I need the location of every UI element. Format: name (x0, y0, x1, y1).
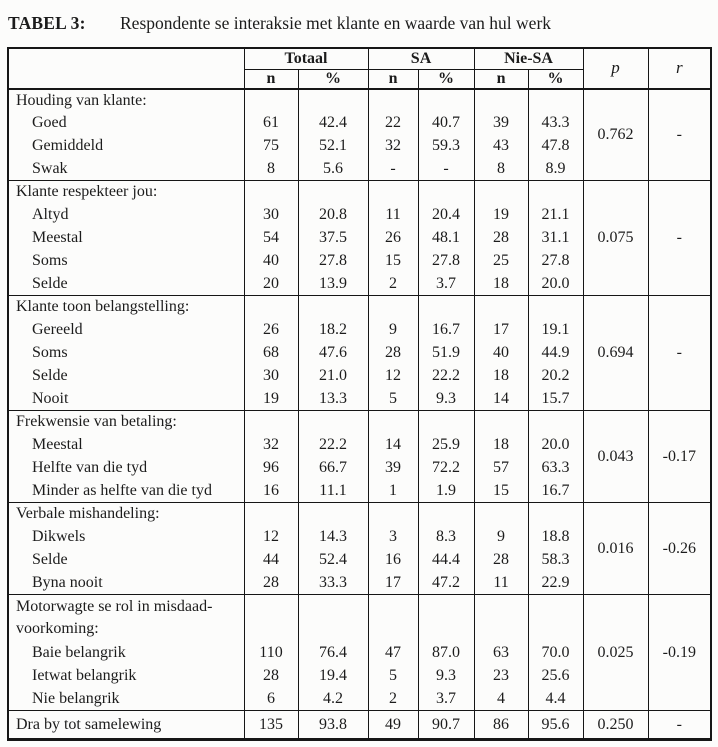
empty-cell (474, 181, 528, 204)
value-cell: 18.8 (528, 526, 583, 549)
value-cell: 44.9 (528, 342, 583, 365)
value-cell: 27.8 (298, 250, 368, 273)
value-cell: 5 (368, 665, 418, 688)
value-cell: 87.0 (418, 642, 474, 665)
empty-cell (474, 411, 528, 434)
value-cell: 1.9 (418, 480, 474, 503)
section-header-line: Frekwensie van betaling: (16, 413, 177, 431)
section-header (8, 595, 244, 642)
r-value: -0.26 (648, 503, 711, 595)
empty-cell (298, 411, 368, 434)
value-cell: 22.2 (298, 434, 368, 457)
value-cell: 14 (474, 388, 528, 411)
value-cell: 20.0 (528, 273, 583, 296)
section-header-row (8, 411, 711, 434)
value-cell: 26 (244, 319, 298, 342)
value-cell: 47 (368, 642, 418, 665)
r-value: - (648, 181, 711, 296)
value-cell: 16.7 (418, 319, 474, 342)
row-label: Selde (8, 273, 244, 296)
value-cell: 3.7 (418, 688, 474, 711)
p-value: 0.025 (583, 595, 648, 711)
value-cell: 20.4 (418, 204, 474, 227)
group-header-totaal: Totaal (244, 48, 368, 69)
value-cell: 9.3 (418, 388, 474, 411)
value-cell: - (368, 158, 418, 181)
section-header (8, 503, 244, 526)
empty-cell (418, 503, 474, 526)
value-cell: 15 (368, 250, 418, 273)
section-header-line: Motorwagte se rol in misdaad- (16, 598, 213, 616)
section-header-row (8, 181, 711, 204)
empty-cell (474, 89, 528, 112)
value-cell: 43.3 (528, 112, 583, 135)
r-value: -0.19 (648, 595, 711, 711)
section-header-line: Klante toon belangstelling: (16, 298, 190, 316)
value-cell: 43 (474, 135, 528, 158)
value-cell: 16 (368, 549, 418, 572)
value-cell: 70.0 (528, 642, 583, 665)
r-value: - (648, 711, 711, 740)
section-header-line: Verbale mishandeling: (16, 505, 160, 523)
value-cell: 20.8 (298, 204, 368, 227)
section-header (8, 89, 244, 112)
r-value: - (648, 296, 711, 411)
value-cell: 11 (368, 204, 418, 227)
value-cell: 61 (244, 112, 298, 135)
subheader-0: n (244, 69, 298, 89)
value-cell: 2 (368, 688, 418, 711)
value-cell: 110 (244, 642, 298, 665)
section-header-row (8, 296, 711, 319)
empty-cell (368, 296, 418, 319)
empty-cell (418, 411, 474, 434)
empty-cell (298, 181, 368, 204)
empty-cell (368, 181, 418, 204)
value-cell: - (418, 158, 474, 181)
value-cell: 26 (368, 227, 418, 250)
value-cell: 49 (368, 711, 418, 740)
value-cell: 9.3 (418, 665, 474, 688)
empty-cell (418, 595, 474, 642)
value-cell: 40.7 (418, 112, 474, 135)
value-cell: 63 (474, 642, 528, 665)
group-header-sa: SA (368, 48, 474, 69)
value-cell: 1 (368, 480, 418, 503)
p-value: 0.016 (583, 503, 648, 595)
value-cell: 21.1 (528, 204, 583, 227)
empty-cell (528, 503, 583, 526)
empty-cell (368, 503, 418, 526)
empty-cell (368, 411, 418, 434)
value-cell: 8 (244, 158, 298, 181)
value-cell: 9 (474, 526, 528, 549)
value-cell: 6 (244, 688, 298, 711)
value-cell: 3.7 (418, 273, 474, 296)
section-header-line: Klante respekteer jou: (16, 183, 158, 201)
row-label: Byna nooit (8, 572, 244, 595)
empty-cell (368, 89, 418, 112)
value-cell: 47.8 (528, 135, 583, 158)
value-cell: 75 (244, 135, 298, 158)
value-cell: 17 (368, 572, 418, 595)
value-cell: 27.8 (418, 250, 474, 273)
value-cell: 12 (368, 365, 418, 388)
row-label: Soms (8, 250, 244, 273)
value-cell: 2 (368, 273, 418, 296)
value-cell: 93.8 (298, 711, 368, 740)
value-cell: 19 (244, 388, 298, 411)
empty-cell (528, 595, 583, 642)
value-cell: 44.4 (418, 549, 474, 572)
value-cell: 17 (474, 319, 528, 342)
row-label: Dra by tot samelewing (8, 711, 244, 740)
value-cell: 25 (474, 250, 528, 273)
table-caption-text: Respondente se interaksie met klante en waarde van hul werk (120, 13, 552, 33)
stat-column-header-p: p (583, 48, 648, 89)
value-cell: 19.4 (298, 665, 368, 688)
empty-cell (528, 89, 583, 112)
value-cell: 9 (368, 319, 418, 342)
empty-cell (244, 503, 298, 526)
value-cell: 52.1 (298, 135, 368, 158)
row-label: Dikwels (8, 526, 244, 549)
value-cell: 20.2 (528, 365, 583, 388)
value-cell: 52.4 (298, 549, 368, 572)
subheader-2: n (368, 69, 418, 89)
row-label: Ietwat belangrik (8, 665, 244, 688)
row-label: Selde (8, 549, 244, 572)
empty-cell (474, 503, 528, 526)
table-row (8, 711, 711, 740)
value-cell: 13.9 (298, 273, 368, 296)
value-cell: 72.2 (418, 457, 474, 480)
value-cell: 3 (368, 526, 418, 549)
empty-cell (298, 503, 368, 526)
r-value: -0.17 (648, 411, 711, 503)
row-label: Helfte van die tyd (8, 457, 244, 480)
empty-cell (474, 296, 528, 319)
value-cell: 76.4 (298, 642, 368, 665)
row-label: Nooit (8, 388, 244, 411)
empty-cell (298, 595, 368, 642)
p-value: 0.043 (583, 411, 648, 503)
row-label: Gemiddeld (8, 135, 244, 158)
value-cell: 48.1 (418, 227, 474, 250)
subheader-4: n (474, 69, 528, 89)
value-cell: 40 (474, 342, 528, 365)
value-cell: 27.8 (528, 250, 583, 273)
empty-cell (418, 296, 474, 319)
value-cell: 28 (474, 227, 528, 250)
row-label: Selde (8, 365, 244, 388)
row-label: Swak (8, 158, 244, 181)
value-cell: 39 (368, 457, 418, 480)
value-cell: 19 (474, 204, 528, 227)
value-cell: 37.5 (298, 227, 368, 250)
value-cell: 4 (474, 688, 528, 711)
value-cell: 25.6 (528, 665, 583, 688)
value-cell: 39 (474, 112, 528, 135)
section-header-line: voorkoming: (16, 620, 99, 638)
value-cell: 15.7 (528, 388, 583, 411)
value-cell: 63.3 (528, 457, 583, 480)
subheader-1: % (298, 69, 368, 89)
section-header (8, 181, 244, 204)
row-label: Nie belangrik (8, 688, 244, 711)
p-value: 0.694 (583, 296, 648, 411)
value-cell: 13.3 (298, 388, 368, 411)
value-cell: 18.2 (298, 319, 368, 342)
group-header-niesa: Nie-SA (474, 48, 583, 69)
subheader-3: % (418, 69, 474, 89)
table-caption (0, 0, 718, 47)
value-cell: 28 (244, 572, 298, 595)
value-cell: 58.3 (528, 549, 583, 572)
empty-cell (418, 181, 474, 204)
value-cell: 59.3 (418, 135, 474, 158)
value-cell: 23 (474, 665, 528, 688)
p-value: 0.075 (583, 181, 648, 296)
value-cell: 19.1 (528, 319, 583, 342)
value-cell: 5.6 (298, 158, 368, 181)
value-cell: 16 (244, 480, 298, 503)
corner-cell (8, 48, 244, 89)
stat-column-header-r: r (648, 48, 711, 89)
value-cell: 8.9 (528, 158, 583, 181)
value-cell: 11 (474, 572, 528, 595)
value-cell: 135 (244, 711, 298, 740)
value-cell: 33.3 (298, 572, 368, 595)
empty-cell (368, 595, 418, 642)
value-cell: 86 (474, 711, 528, 740)
value-cell: 4.4 (528, 688, 583, 711)
value-cell: 14.3 (298, 526, 368, 549)
value-cell: 14 (368, 434, 418, 457)
row-label: Altyd (8, 204, 244, 227)
value-cell: 28 (474, 549, 528, 572)
empty-cell (298, 89, 368, 112)
value-cell: 30 (244, 204, 298, 227)
value-cell: 22.9 (528, 572, 583, 595)
row-label: Meestal (8, 434, 244, 457)
empty-cell (418, 89, 474, 112)
section-header-row (8, 595, 711, 642)
empty-cell (244, 411, 298, 434)
subheader-5: % (528, 69, 583, 89)
value-cell: 40 (244, 250, 298, 273)
value-cell: 51.9 (418, 342, 474, 365)
value-cell: 18 (474, 273, 528, 296)
value-cell: 18 (474, 365, 528, 388)
value-cell: 28 (244, 665, 298, 688)
value-cell: 20 (244, 273, 298, 296)
value-cell: 66.7 (298, 457, 368, 480)
value-cell: 5 (368, 388, 418, 411)
value-cell: 25.9 (418, 434, 474, 457)
value-cell: 57 (474, 457, 528, 480)
value-cell: 32 (244, 434, 298, 457)
empty-cell (244, 89, 298, 112)
value-cell: 21.0 (298, 365, 368, 388)
empty-cell (528, 296, 583, 319)
value-cell: 8 (474, 158, 528, 181)
value-cell: 22 (368, 112, 418, 135)
value-cell: 90.7 (418, 711, 474, 740)
row-label: Baie belangrik (8, 642, 244, 665)
row-label: Meestal (8, 227, 244, 250)
value-cell: 15 (474, 480, 528, 503)
value-cell: 11.1 (298, 480, 368, 503)
empty-cell (244, 296, 298, 319)
value-cell: 22.2 (418, 365, 474, 388)
row-label: Goed (8, 112, 244, 135)
value-cell: 8.3 (418, 526, 474, 549)
p-value: 0.250 (583, 711, 648, 740)
value-cell: 30 (244, 365, 298, 388)
section-header-line: Houding van klante: (16, 91, 147, 109)
section-header (8, 411, 244, 434)
row-label: Gereeld (8, 319, 244, 342)
value-cell: 95.6 (528, 711, 583, 740)
value-cell: 32 (368, 135, 418, 158)
value-cell: 42.4 (298, 112, 368, 135)
p-value: 0.762 (583, 89, 648, 181)
value-cell: 28 (368, 342, 418, 365)
value-cell: 47.6 (298, 342, 368, 365)
value-cell: 4.2 (298, 688, 368, 711)
value-cell: 68 (244, 342, 298, 365)
section-header (8, 296, 244, 319)
empty-cell (244, 595, 298, 642)
section-header-row (8, 89, 711, 112)
empty-cell (298, 296, 368, 319)
r-value: - (648, 89, 711, 181)
value-cell: 12 (244, 526, 298, 549)
empty-cell (474, 595, 528, 642)
value-cell: 47.2 (418, 572, 474, 595)
stats-table (7, 47, 712, 741)
table-caption-label: TABEL 3: (8, 13, 86, 33)
empty-cell (244, 181, 298, 204)
value-cell: 18 (474, 434, 528, 457)
empty-cell (528, 411, 583, 434)
value-cell: 54 (244, 227, 298, 250)
value-cell: 31.1 (528, 227, 583, 250)
row-label: Soms (8, 342, 244, 365)
row-label: Minder as helfte van die tyd (8, 480, 244, 503)
value-cell: 16.7 (528, 480, 583, 503)
empty-cell (528, 181, 583, 204)
value-cell: 20.0 (528, 434, 583, 457)
section-header-row (8, 503, 711, 526)
value-cell: 44 (244, 549, 298, 572)
value-cell: 96 (244, 457, 298, 480)
